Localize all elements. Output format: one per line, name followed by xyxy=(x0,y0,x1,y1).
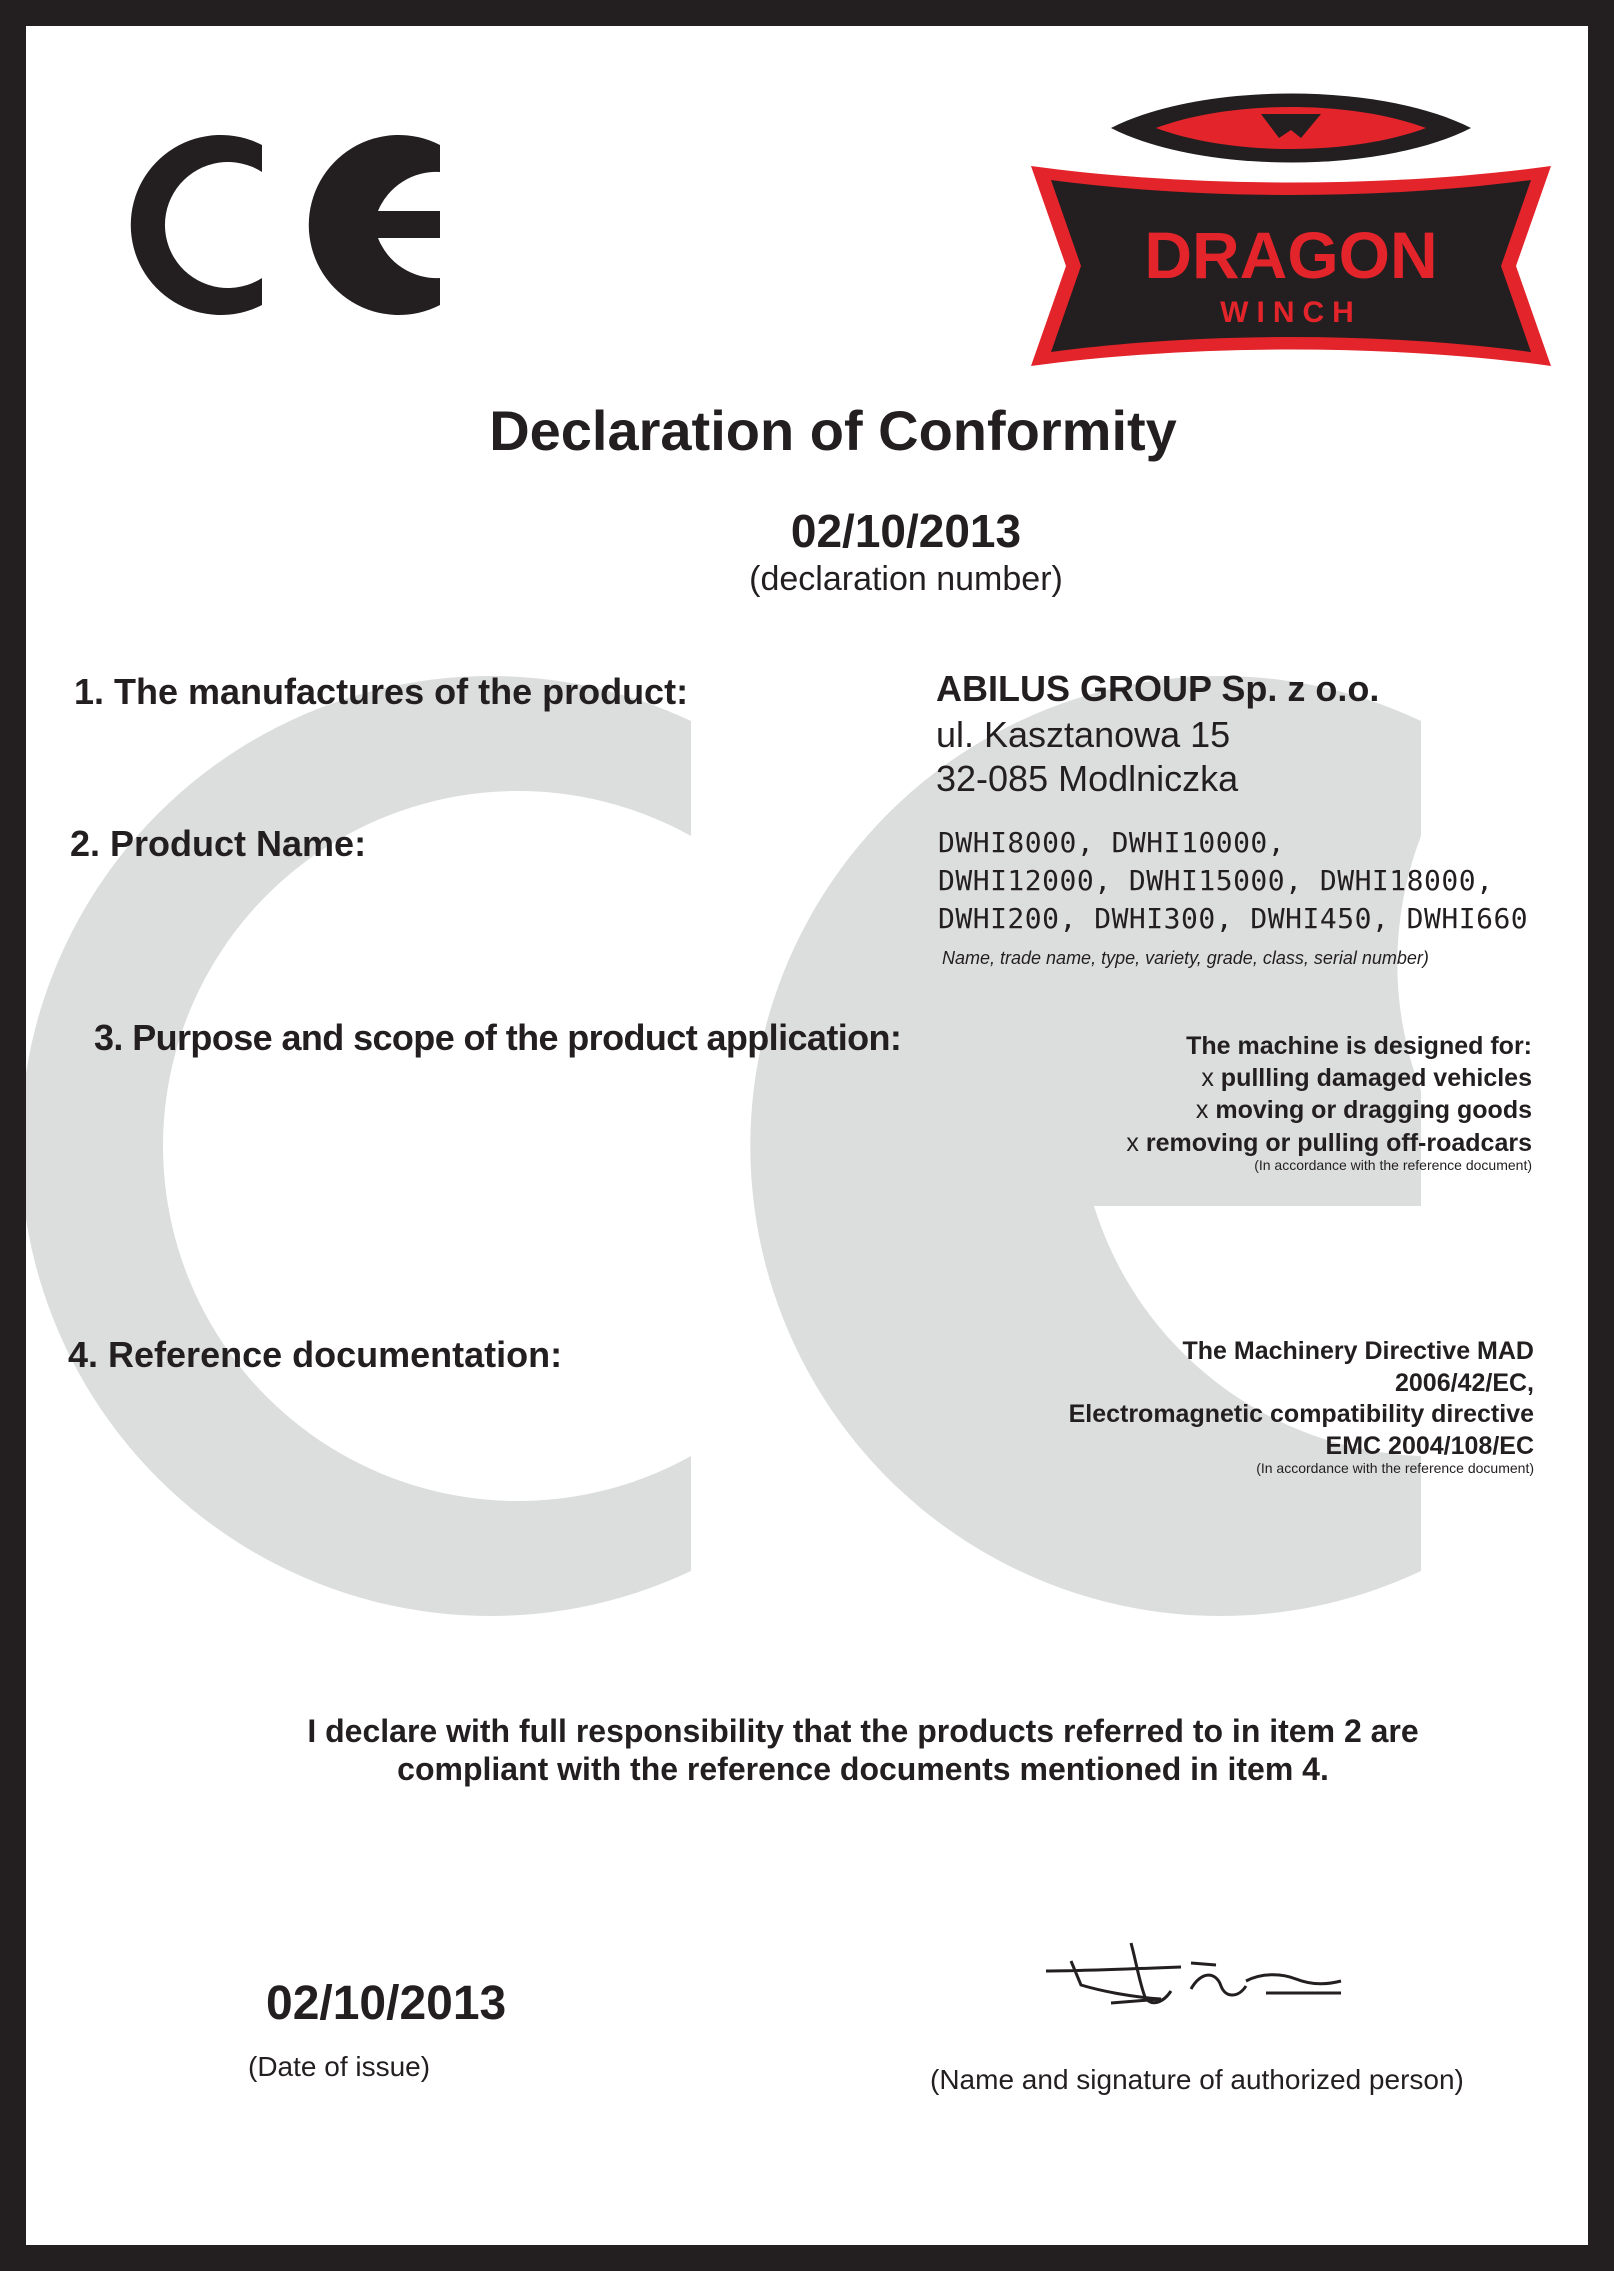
reference-line-1: The Machinery Directive MAD xyxy=(1182,1337,1534,1365)
brand-name: DRAGON xyxy=(1144,218,1438,292)
section-4-label: 4. Reference documentation: xyxy=(68,1334,563,1375)
purpose-item: x moving or dragging goods xyxy=(1195,1096,1532,1124)
section-2-label: 2. Product Name: xyxy=(70,823,367,864)
product-line-2: DWHI12000, DWHI15000, DWHI18000, xyxy=(938,864,1494,897)
declaration-statement xyxy=(26,1712,1614,1788)
manufacturer-name: ABILUS GROUP Sp. z o.o. xyxy=(936,668,1380,709)
purpose-note: (In accordance with the reference document) xyxy=(1254,1157,1532,1173)
product-line-3: DWHI200, DWHI300, DWHI450, DWHI660 xyxy=(938,902,1529,935)
product-line-1: DWHI8000, DWHI10000, xyxy=(938,826,1286,859)
issue-date: 02/10/2013 xyxy=(266,1977,507,2030)
reference-line-2: 2006/42/EC, xyxy=(1395,1369,1534,1397)
purpose-intro: The machine is designed for: xyxy=(1186,1032,1532,1060)
section-3-label: 3. Purpose and scope of the product application: xyxy=(94,1017,902,1058)
issue-date-caption: (Date of issue) xyxy=(248,2051,431,2082)
reference-line-4: EMC 2004/108/EC xyxy=(1325,1432,1534,1460)
purpose-item: x pullling damaged vehicles xyxy=(1201,1064,1532,1092)
handwritten-signature xyxy=(1041,1931,1371,2031)
manufacturer-city: 32-085 Modlniczka xyxy=(936,758,1239,799)
statement-line-1: I declare with full responsibility that the products referred to in item 2 are xyxy=(307,1713,1419,1749)
brand-subname: WINCH xyxy=(1220,296,1362,329)
declaration-number: 02/10/2013 xyxy=(790,505,1022,557)
ce-mark-logo xyxy=(122,120,462,330)
declaration-number-caption: (declaration number) xyxy=(749,560,1063,598)
manufacturer-street: ul. Kasztanowa 15 xyxy=(936,714,1231,755)
page-title: Declaration of Conformity xyxy=(489,399,1177,462)
reference-note: (In accordance with the reference document) xyxy=(1256,1460,1534,1476)
product-note: Name, trade name, type, variety, grade, class, serial number) xyxy=(942,948,1429,968)
section-1-label: 1. The manufactures of the product: xyxy=(74,671,689,712)
signature-caption: (Name and signature of authorized person) xyxy=(930,2064,1464,2095)
purpose-item: x removing or pulling off-roadcars xyxy=(1126,1129,1532,1157)
reference-line-3: Electromagnetic compatibility directive xyxy=(1068,1400,1534,1428)
dragon-winch-logo xyxy=(1011,86,1571,376)
statement-line-2: compliant with the reference documents mentioned in item 4. xyxy=(397,1751,1329,1787)
